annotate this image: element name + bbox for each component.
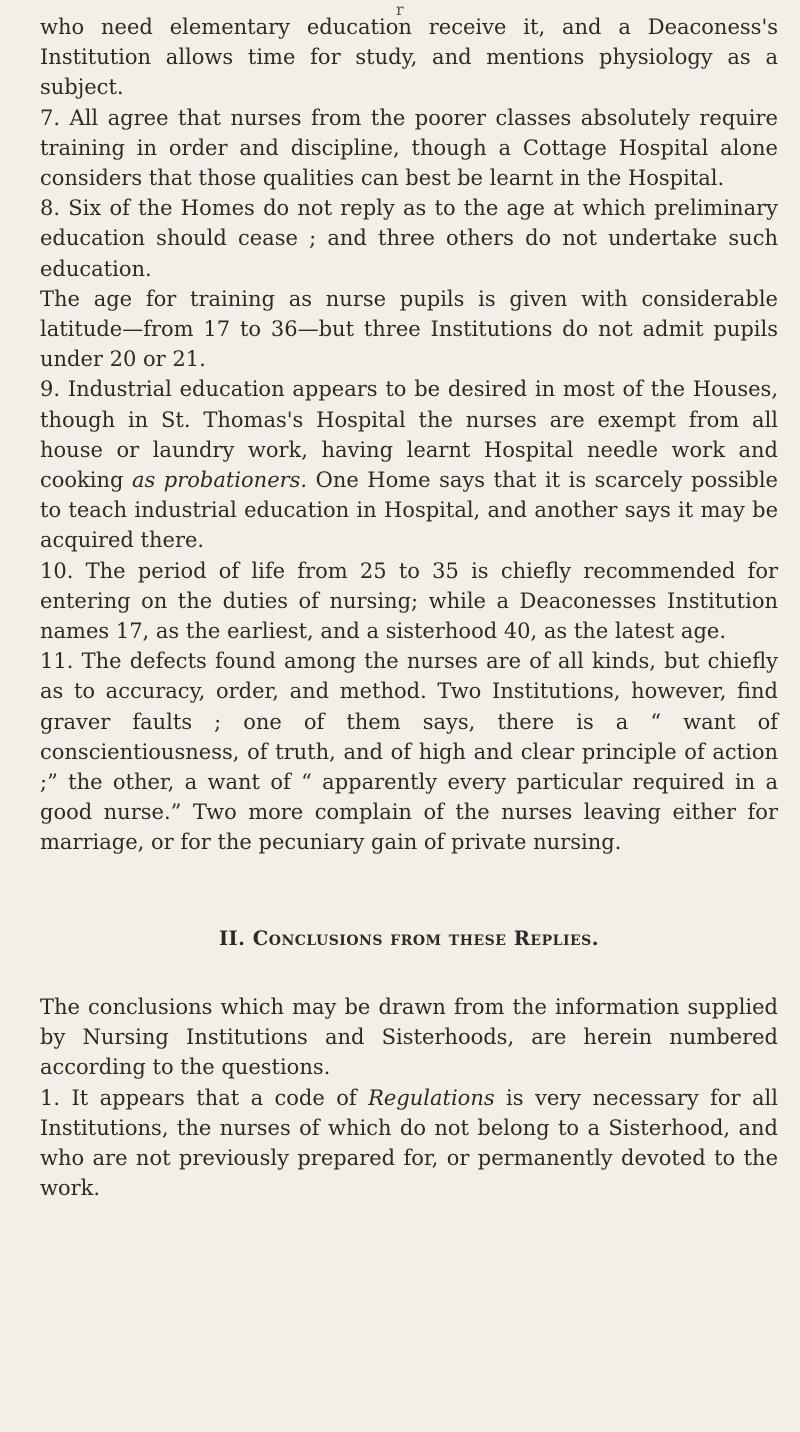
paragraph-7: 7. All agree that nurses from the poorer classes absolutely require training in order and discipline, though a Cottage Hospital alone considers that those qualities can best be learnt in the Hospital. bbox=[40, 105, 778, 191]
paragraph-conclusion-1-pre: 1. It appears that a code of bbox=[40, 1085, 369, 1110]
paragraph-conclusion-1-post: is very necessary for all Institutions, the nurses of which do not belong to a Sisterhood, and who are not previously prepared for, or permanently devoted to the work. bbox=[40, 1085, 778, 1201]
paragraph-9-emphasis: as probationers. bbox=[131, 468, 308, 493]
paragraph-conclusions-intro: The conclusions which may be drawn from the information supplied by Nursing Institutions and Sisterhoods, are herein numbered according to the questions. bbox=[40, 994, 778, 1080]
paragraph-9-post: One Home says that it is scarcely possible to teach industrial education in Hospital, and another says it may be acquired there. bbox=[40, 468, 778, 553]
paragraph-conclusion-1 bbox=[40, 1083, 778, 1204]
paragraph-9 bbox=[40, 374, 778, 555]
paragraph-conclusion-1-emphasis: Regulations bbox=[368, 1085, 495, 1110]
paragraph-9-pre: 9. Industrial education appears to be desired in most of the Houses, though in St. Thomas's Hospital the nurses are exempt from all house or laundry work, having learnt Hospital needle work and cooking bbox=[40, 377, 778, 493]
paragraph-8: 8. Six of the Homes do not reply as to the age at which preliminary education should cease ; and three others do not undertake such education. bbox=[40, 196, 778, 281]
paragraph-11: 11. The defects found among the nurses are of all kinds, but chiefly as to accuracy, order, and method. Two Institutions, however, find graver faults ; one of them says, there is a “ want of conscientiousness, of truth, and of high and clear principle of action ;” the other, a want of “ apparently every particular required in a good nurse.” Two more complain of the nurses leaving either for marriage, or for the pecuniary gain of private nursing. bbox=[40, 649, 778, 855]
paragraph-age-for-training: The age for training as nurse pupils is given with considerable latitude—from 17 to 36—but three Institutions do not admit pupils under 20 or 21. bbox=[40, 286, 778, 372]
document-body bbox=[40, 12, 778, 1203]
page-mark: r bbox=[396, 0, 404, 19]
section-heading: II. Conclusions from these Replies. bbox=[218, 926, 600, 950]
paragraph-continuation: who need elementary education receive it, and a Deaconess's Institution allows time for study, and mentions physiology as a subject. bbox=[40, 15, 778, 100]
paragraph-10: 10. The period of life from 25 to 35 is chiefly recommended for entering on the duties of nursing; while a Deaconesses Institution names 17, as the earliest, and a sisterhood 40, as the latest age. bbox=[40, 558, 778, 644]
